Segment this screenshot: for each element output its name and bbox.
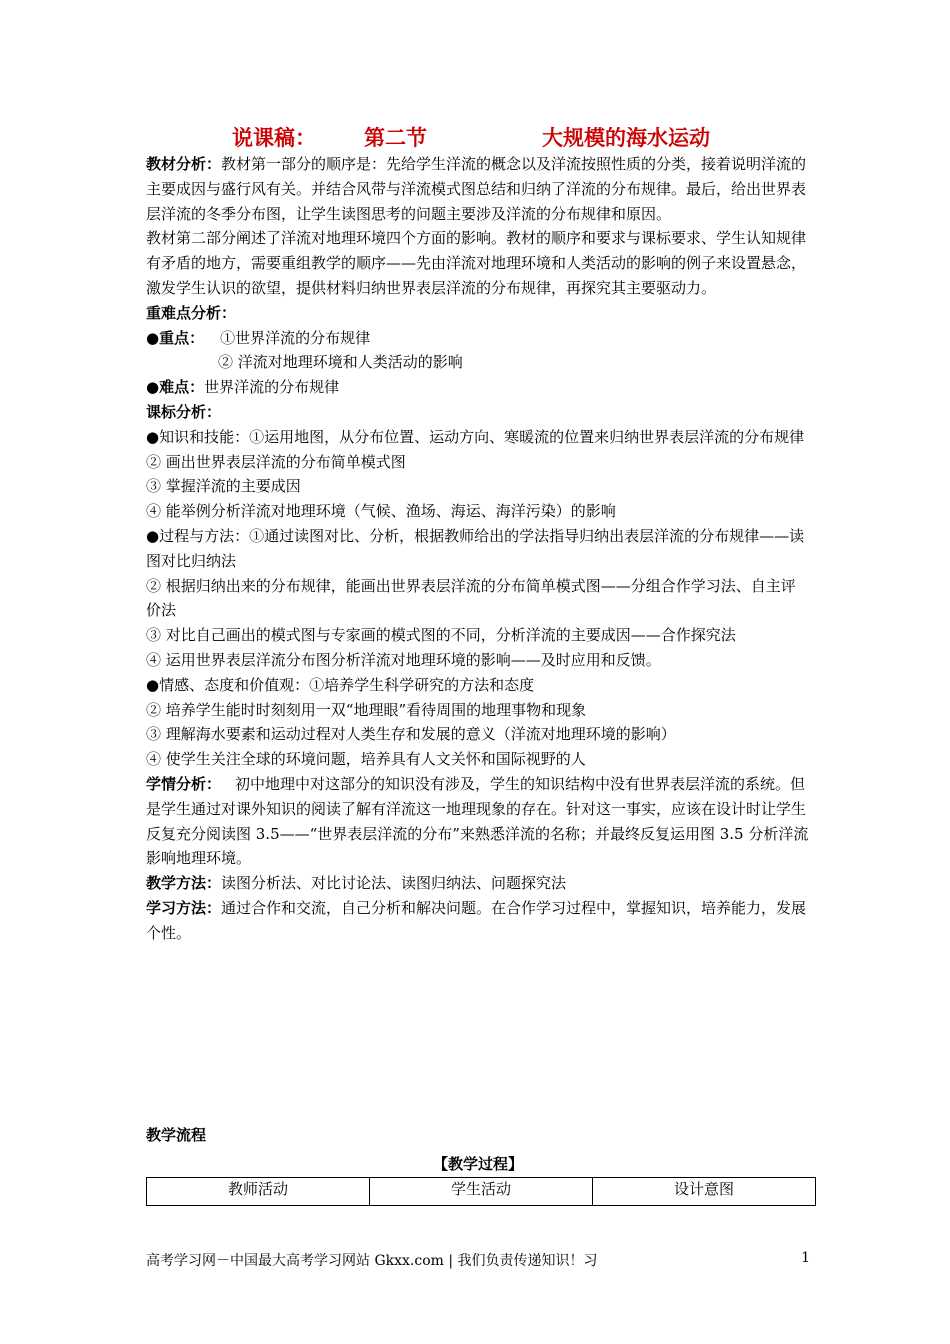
process-methods-item-2: ② 根据归纳出来的分布规律，能画出世界表层洋流的分布简单模式图——分组合作学习法、自主评价法 [146, 576, 796, 620]
textbook-analysis-label: 教材分析： [146, 155, 222, 173]
knowledge-skills-item-1: ①运用地图，从分布位置、运动方向、寒暖流的位置来归纳世界表层洋流的分布规律 [249, 427, 805, 446]
key-point-label: ●重点： [146, 328, 205, 347]
teaching-methods-text: 读图分析法、对比讨论法、读图归纳法、问题探究法 [221, 874, 567, 893]
process-methods-lead: ●过程与方法： [146, 526, 250, 545]
teaching-methods-line [146, 871, 810, 896]
learner-analysis-label: 学情分析： [146, 774, 222, 793]
learner-analysis-text: 初中地理中对这部分的知识没有涉及，学生的知识结构中没有世界表层洋流的系统。但是学生通过对课外知识的阅读了解有洋流这一地理现象的存在。针对这一事实，应该在设计时让学生反复充分阅读图 3.5——“世界表层洋流的分布”来熟悉洋流的名称；并最终反复运用图 3.5 分析洋流影响地理环境。 [146, 774, 809, 868]
emotion-values-line [146, 673, 810, 698]
process-methods-item-1: ①通过读图对比、分析，根据教师给出的学法指导归纳出表层洋流的分布规律——读图对比归纳法 [146, 526, 805, 570]
learner-analysis-paragraph [146, 772, 810, 871]
title-part-topic: 大规模的海水运动 [542, 126, 710, 150]
emotion-values-item-1: ①培养学生科学研究的方法和态度 [309, 675, 535, 694]
teaching-process-table [146, 1177, 816, 1206]
header-teacher-activity: 教师活动 [147, 1178, 370, 1206]
title-part-section: 第二节 [364, 126, 427, 150]
keypoints-heading: 重难点分析： [146, 303, 237, 322]
difficulty-text: 世界洋流的分布规律 [204, 378, 340, 397]
key-point-line [146, 326, 810, 351]
page-footer [146, 1250, 810, 1270]
title-part-lecture: 说课稿： [232, 126, 316, 150]
teaching-process-caption: 【教学过程】 [432, 1155, 523, 1173]
header-design-intent: 设计意图 [593, 1178, 816, 1206]
header-student-activity: 学生活动 [370, 1178, 593, 1206]
key-point-item-1: ①世界洋流的分布规律 [220, 328, 371, 347]
table-header-row [147, 1178, 816, 1206]
knowledge-skills-lead: ●知识和技能： [146, 427, 250, 446]
key-point-item-2: ② 洋流对地理环境和人类活动的影响 [218, 353, 463, 372]
teaching-flow-heading: 教学流程 [146, 1126, 207, 1144]
process-methods-item-4: ④ 运用世界表层洋流分布图分析洋流对地理环境的影响——及时应用和反馈。 [146, 650, 661, 669]
textbook-analysis-text: 教材第一部分的顺序是：先给学生洋流的概念以及洋流按照性质的分类，接着说明洋流的主要成因与盛行风有关。并结合风带与洋流模式图总结和归纳了洋流的分布规律。最后，给出世界表层洋流的冬季分布图，让学生读图思考的问题主要涉及洋流的分布规律和原因。 [146, 155, 807, 223]
study-methods-line [146, 896, 810, 946]
standards-heading: 课标分析： [146, 402, 222, 421]
document-body [146, 152, 810, 946]
emotion-values-item-3: ③ 理解海水要素和运动过程对人类生存和发展的意义（洋流对地理环境的影响） [146, 725, 676, 744]
process-methods-line [146, 524, 810, 574]
difficulty-label: ●难点： [146, 378, 205, 397]
knowledge-skills-item-2: ② 画出世界表层洋流的分布简单模式图 [146, 452, 406, 471]
knowledge-skills-item-3: ③ 掌握洋流的主要成因 [146, 477, 301, 496]
textbook-analysis-paragraph [146, 152, 810, 226]
study-methods-label: 学习方法： [146, 898, 222, 917]
teaching-methods-label: 教学方法： [146, 874, 222, 893]
emotion-values-item-2: ② 培养学生能时时刻刻用一双“地理眼”看待周围的地理事物和现象 [146, 700, 587, 719]
difficulty-line [146, 375, 810, 400]
knowledge-skills-item-4: ④ 能举例分析洋流对地理环境（气候、渔场、海运、海洋污染）的影响 [146, 502, 616, 521]
textbook-part2-paragraph: 教材第二部分阐述了洋流对地理环境四个方面的影响。教材的顺序和要求与课标要求、学生认知规律有矛盾的地方，需要重组教学的顺序——先由洋流对地理环境和人类活动的影响的例子来设置悬念，激发学生认识的欲望，提供材料归纳世界表层洋流的分布规律，再探究其主要驱动力。 [146, 229, 807, 297]
knowledge-skills-line [146, 425, 810, 450]
footer-text: 高考学习网－中国最大高考学习网站 Gkxx.com | 我们负责传递知识！习 [146, 1253, 598, 1269]
emotion-values-lead: ●情感、态度和价值观： [146, 675, 310, 694]
document-title [146, 122, 810, 152]
emotion-values-item-4: ④ 使学生关注全球的环境问题，培养具有人文关怀和国际视野的人 [146, 750, 586, 769]
study-methods-text: 通过合作和交流，自己分析和解决问题。在合作学习过程中，掌握知识，培养能力，发展个性。 [146, 898, 807, 942]
process-methods-item-3: ③ 对比自己画出的模式图与专家画的模式图的不同，分析洋流的主要成因——合作探究法 [146, 626, 736, 645]
page-number: 1 [801, 1250, 810, 1266]
